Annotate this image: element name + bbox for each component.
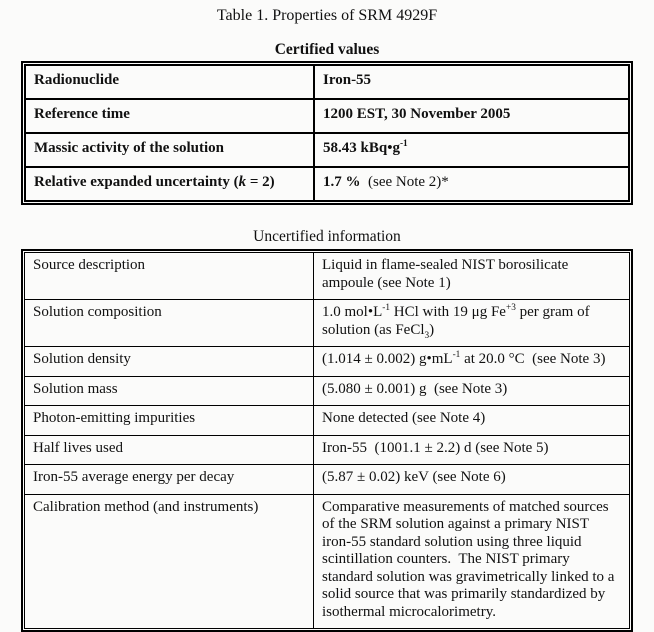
table-row: [25, 347, 630, 377]
row-label: Massic activity of the solution: [25, 133, 314, 167]
table-row: [25, 406, 630, 436]
row-label: Iron-55 average energy per decay: [25, 465, 314, 495]
table-row: [25, 494, 630, 629]
row-value: (5.080 ± 0.001) g (see Note 3): [314, 376, 630, 406]
row-value: 1.0 $mol•L^{-1}$ HCl with 19 μg $Fe^{+3}$ per gram of solution (as FeCl$_3$): [314, 300, 630, 347]
row-label: Radionuclide: [25, 65, 314, 99]
row-value: Iron-55 (1001.1 ± 2.2) d (see Note 5): [314, 435, 630, 465]
page-title: Table 1. Properties of SRM 4929F: [216, 7, 438, 24]
certified-values-table: [21, 61, 633, 205]
row-label: Photon-emitting impurities: [25, 406, 314, 436]
row-value: Liquid in flame-sealed NIST borosilicate ampoule (see Note 1): [314, 253, 630, 300]
table-row: [25, 435, 630, 465]
row-value: Iron-55: [314, 65, 629, 99]
row-value: 1200 EST, 30 November 2005: [314, 99, 629, 133]
row-label: Relative expanded uncertainty (k = 2): [25, 167, 314, 201]
row-value: Comparative measurements of matched sources of the SRM solution against a primary NIST iron-55 standard solution using three liquid scintillation counters. The NIST primary standard solution was gravimetrically linked to a solid source that was primarily standardized by isothermal microcalorimetry.: [314, 494, 630, 629]
row-label: Half lives used: [25, 435, 314, 465]
row-value: 1.7 % (see Note 2)*: [314, 167, 629, 201]
table-row: [25, 465, 630, 495]
table-row: [25, 65, 629, 99]
table-row: [25, 133, 629, 167]
row-label: Source description: [25, 253, 314, 300]
row-label: Solution composition: [25, 300, 314, 347]
row-label: Calibration method (and instruments): [25, 494, 314, 629]
table-row: [25, 376, 630, 406]
table-row: [25, 300, 630, 347]
table-row: [25, 253, 630, 300]
certified-values-heading: Certified values: [274, 41, 380, 58]
row-value: None detected (see Note 4): [314, 406, 630, 436]
uncertified-information-heading: Uncertified information: [253, 228, 401, 245]
row-value: (5.87 ± 0.02) keV (see Note 6): [314, 465, 630, 495]
row-value: (1.014 ± 0.002) $g•mL^{-1}$ at 20.0 °C (see Note 3): [314, 347, 630, 377]
row-value: 58.43 $kBq•g^{-1}$: [314, 133, 629, 167]
row-label: Solution mass: [25, 376, 314, 406]
table-row: [25, 167, 629, 201]
row-label: Solution density: [25, 347, 314, 377]
row-label: Reference time: [25, 99, 314, 133]
uncertified-information-table: [21, 249, 633, 632]
table-row: [25, 99, 629, 133]
